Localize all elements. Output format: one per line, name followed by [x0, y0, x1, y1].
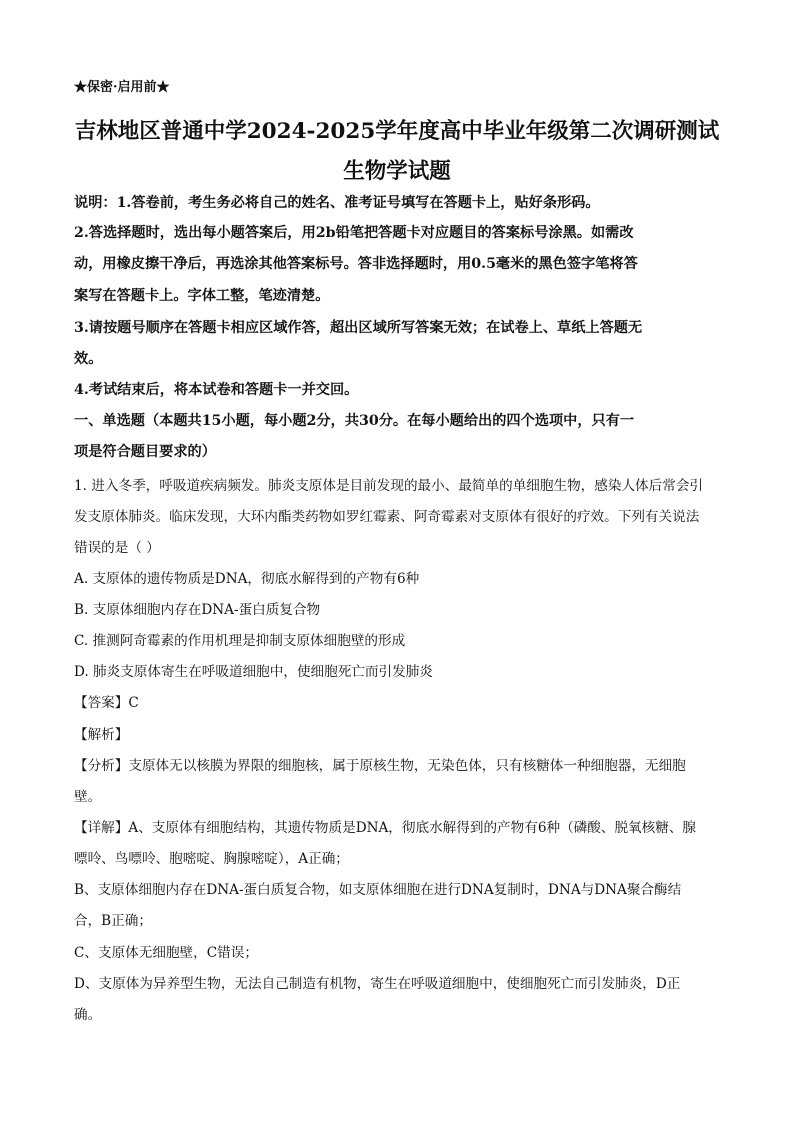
exam-subtitle: 生物学试题: [343, 159, 451, 184]
question-stem: 1. 进入冬季，呼吸道疾病频发。肺炎支原体是目前发现的最小、最简单的单细胞生物，感染人体后常会引: [74, 478, 704, 494]
analysis-line: 【详解】A、支原体有细胞结构，其遗传物质是DNA，彻底水解得到的产物有6种（磷酸、脱氧核糖、腺: [74, 820, 697, 836]
secret-mark: ★保密·启用前★: [74, 80, 170, 95]
analysis-line: 确。: [74, 1007, 102, 1023]
option-a: A. 支原体的遗传物质是DNA，彻底水解得到的产物有6种: [74, 571, 420, 587]
option-c: C. 推测阿奇霉素的作用机理是抑制支原体细胞壁的形成: [74, 633, 406, 649]
instruction-line: 2.答选择题时，选出每小题答案后，用2b铅笔把答题卡对应题目的答案标号涂黑。如需改: [74, 225, 634, 241]
analysis-line: 嘌呤、鸟嘌呤、胞嘧啶、胸腺嘧啶），A正确；: [74, 851, 349, 867]
analysis-line: 合，B正确；: [74, 913, 152, 929]
analysis-line: 【分析】支原体无以核膜为界限的细胞核，属于原核生物，无染色体，只有核糖体一种细胞器，无细胞: [74, 758, 686, 774]
instruction-line: 3.请按题号顺序在答题卡相应区域作答，超出区域所写答案无效；在试卷上、草纸上答题无: [74, 320, 643, 336]
instruction-line: 动，用橡皮擦干净后，再选涂其他答案标号。答非选择题时，用0.5毫米的黑色签字笔将答: [74, 256, 638, 272]
question-stem: 错误的是（ ）: [74, 540, 160, 556]
exam-title: 吉林地区普通中学2024-2025学年度高中毕业年级第二次调研测试: [74, 119, 720, 144]
analysis-line: D、支原体为异养型生物，无法自己制造有机物，寄生在呼吸道细胞中，使细胞死亡而引发肺炎，D正: [74, 976, 681, 992]
analysis-line: C、支原体无细胞壁，C错误；: [74, 945, 258, 961]
answer: 【答案】C: [74, 695, 139, 711]
section-heading: 项是符合题目要求的）: [74, 444, 216, 460]
section-heading: 一、单选题（本题共15小题，每小题2分，共30分。在每小题给出的四个选项中，只有一: [74, 413, 635, 429]
instruction-line: 说明：1.答卷前，考生务必将自己的姓名、准考证号填写在答题卡上，贴好条形码。: [74, 195, 600, 211]
option-b: B. 支原体细胞内存在DNA-蛋白质复合物: [74, 602, 321, 618]
option-d: D. 肺炎支原体寄生在呼吸道细胞中，使细胞死亡而引发肺炎: [74, 664, 433, 680]
question-stem: 发支原体肺炎。临床发现，大环内酯类药物如罗红霉素、阿奇霉素对支原体有很好的疗效。下列有关说法: [74, 509, 700, 525]
analysis-line: 壁。: [74, 789, 102, 805]
instruction-line: 效。: [74, 351, 103, 367]
analysis-line: B、支原体细胞内存在DNA-蛋白质复合物，如支原体细胞在进行DNA复制时，DNA与DNA聚合酶结: [74, 882, 682, 898]
instruction-line: 案写在答题卡上。字体工整，笔迹清楚。: [74, 288, 330, 304]
instruction-line: 4.考试结束后，将本试卷和答题卡一并交回。: [74, 382, 359, 398]
analysis-label: 【解析】: [74, 727, 129, 743]
